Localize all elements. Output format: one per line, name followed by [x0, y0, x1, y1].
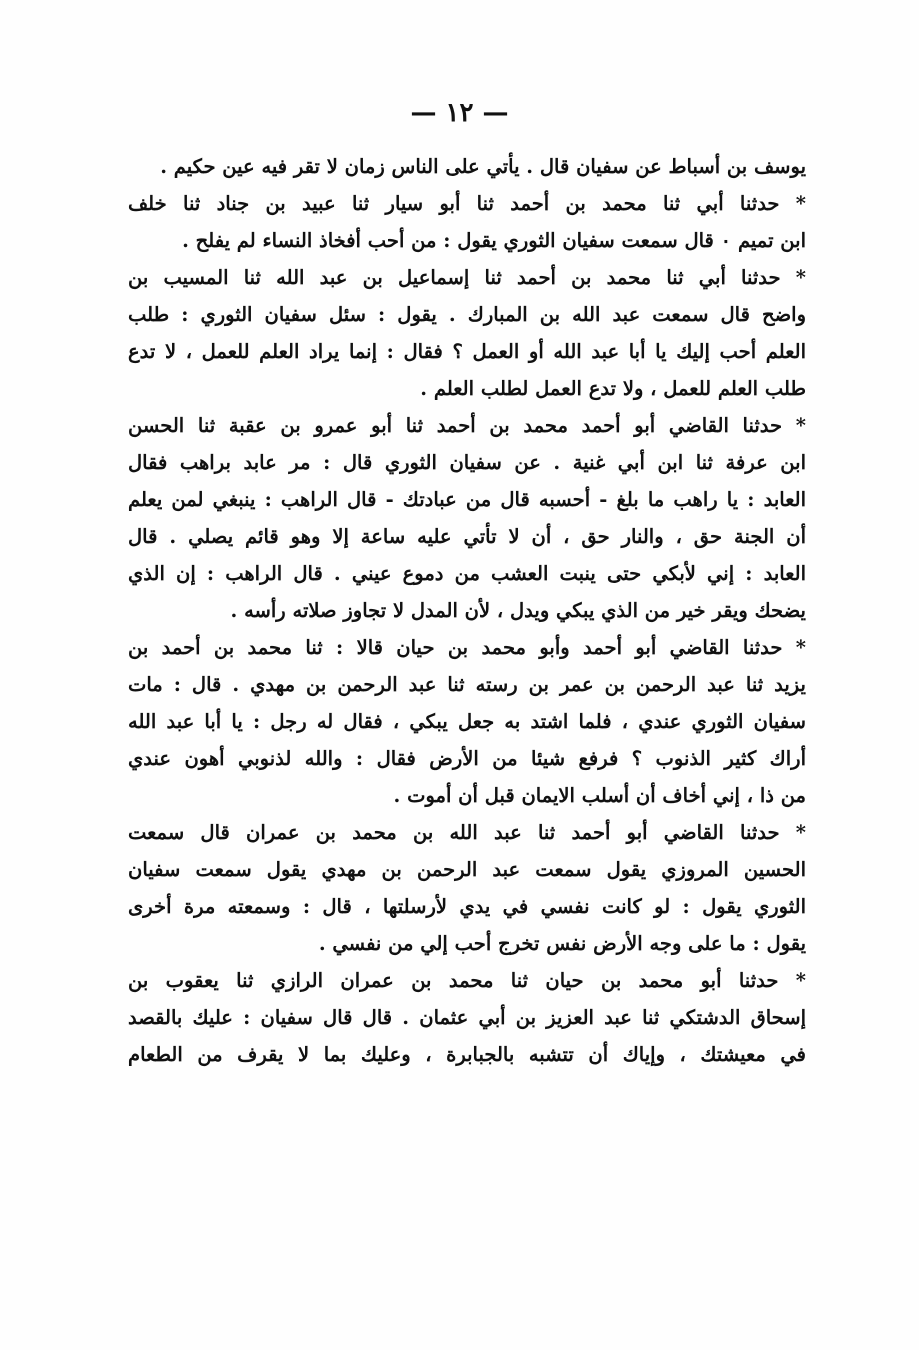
text-line: ابن تميم ٠ قال سمعت سفيان الثوري يقول : من أحب أفخاذ النساء لم يفلح . [182, 229, 806, 252]
text-line: العابد : يا راهب ما بلغ - أحسبه قال من عبادتك - قال الراهب : ينبغي لمن يعلم [128, 488, 806, 511]
body-text [128, 148, 806, 1073]
text-line: العلم أحب إليك يا أبا عبد الله أو العمل ؟ فقال : إنما يراد العلم للعمل ، لا تدع [128, 340, 806, 363]
text-line: واضح قال سمعت عبد الله بن المبارك . يقول : سئل سفيان الثوري : طلب [128, 303, 806, 326]
text-line: * حدثنا أبي ثنا محمد بن أحمد ثنا أبو سيار ثنا عبيد بن جناد ثنا خلف [128, 192, 806, 215]
text-line: طلب العلم للعمل ، ولا تدع العمل لطلب العلم . [420, 377, 806, 400]
text-line: * حدثنا القاضي أبو أحمد ثنا عبد الله بن محمد بن عمران قال سمعت [128, 821, 806, 844]
text-line: إسحاق الدشتكي ثنا عبد العزيز بن أبي عثمان . قال قال سفيان : عليك بالقصد [128, 1006, 806, 1029]
text-line: من ذا ، إني أخاف أن أسلب الايمان قبل أن أموت . [393, 784, 806, 807]
text-line: * حدثنا أبو محمد بن حيان ثنا محمد بن عمران الرازي ثنا يعقوب بن [128, 969, 806, 992]
text-line: أن الجنة حق ، والنار حق ، أن لا تأتي عليه ساعة إلا وهو قائم يصلي . قال [128, 525, 806, 548]
text-line: * حدثنا القاضي أبو أحمد وأبو محمد بن حيان قالا : ثنا محمد بن أحمد بن [128, 636, 806, 659]
text-line: * حدثنا القاضي أبو أحمد محمد بن أحمد ثنا أبو عمرو بن عقبة ثنا الحسن [128, 414, 806, 437]
text-line: أراك كثير الذنوب ؟ فرفع شيئا من الأرض فقال : والله لذنوبي أهون عندي [128, 747, 806, 770]
text-line: العابد : إني لأبكي حتى ينبت العشب من دموع عيني . قال الراهب : إن الذي [128, 562, 806, 585]
text-line: يقول : ما على وجه الأرض نفس تخرج أحب إلي من نفسي . [318, 932, 806, 955]
text-line: ابن عرفة ثنا ابن أبي غنية . عن سفيان الثوري قال : مر عابد براهب فقال [128, 451, 806, 474]
text-line: سفيان الثوري عندي ، فلما اشتد به جعل يبكي ، فقال له رجل : يا أبا عبد الله [128, 710, 806, 733]
page-number: — ١٢ — [410, 98, 509, 128]
text-line: يزيد ثنا عبد الرحمن بن عمر بن رسته ثنا عبد الرحمن بن مهدي . قال : مات [128, 673, 806, 696]
text-line: الحسين المروزي يقول سمعت عبد الرحمن بن مهدي يقول سمعت سفيان [128, 858, 806, 881]
text-line: الثوري يقول : لو كانت نفسي في يدي لأرسلتها ، قال : وسمعته مرة أخرى [128, 895, 806, 918]
text-line: في معيشتك ، وإياك أن تتشبه بالجبابرة ، وعليك بما لا يقرف من الطعام [128, 1043, 806, 1066]
text-line: * حدثنا أبي ثنا محمد بن أحمد ثنا إسماعيل بن عبد الله ثنا المسيب بن [128, 266, 806, 289]
text-line: يضحك ويقر خير من الذي يبكي ويدل ، لأن المدل لا تجاوز صلاته رأسه . [230, 599, 806, 622]
text-line: يوسف بن أسباط عن سفيان قال . يأتي على الناس زمان لا تقر فيه عين حكيم . [160, 155, 806, 178]
